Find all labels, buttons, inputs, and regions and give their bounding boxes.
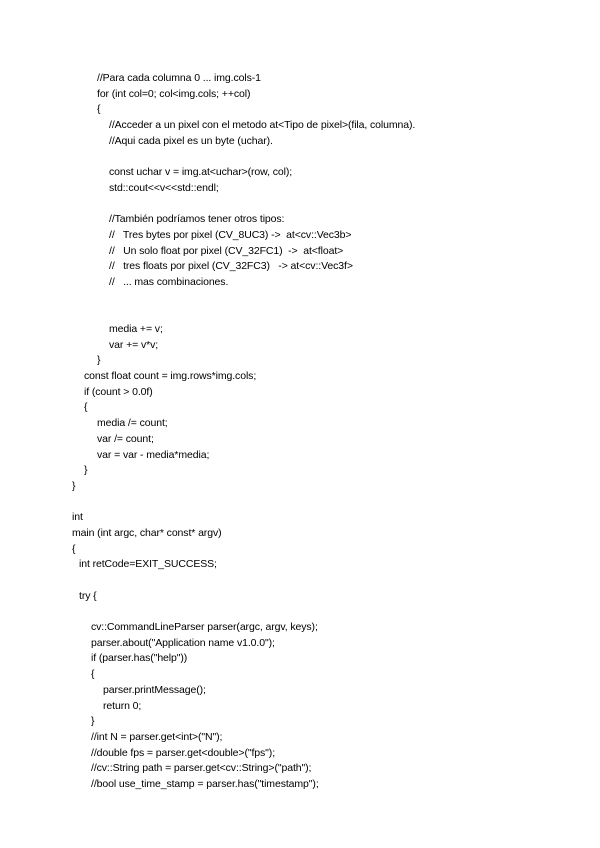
code-line: // ... mas combinaciones. bbox=[109, 275, 229, 288]
code-line: var += v*v; bbox=[109, 338, 159, 351]
code-line: // Un solo float por pixel (CV_32FC1) -> at<float> bbox=[109, 244, 344, 257]
code-line: std::cout<<v<<std::endl; bbox=[109, 181, 219, 194]
code-line: main (int argc, char* const* argv) bbox=[72, 526, 222, 539]
code-listing bbox=[0, 71, 600, 793]
code-line: for (int col=0; col<img.cols; ++col) bbox=[97, 87, 251, 100]
code-line: var = var - media*media; bbox=[97, 448, 210, 461]
code-line: } bbox=[84, 464, 88, 477]
code-line: //También podríamos tener otros tipos: bbox=[109, 213, 285, 226]
code-line: cv::CommandLineParser parser(argc, argv, keys); bbox=[91, 621, 318, 634]
code-line: //Para cada columna 0 ... img.cols-1 bbox=[97, 72, 261, 84]
code-line bbox=[0, 604, 600, 620]
code-line bbox=[0, 149, 600, 165]
code-line bbox=[0, 306, 600, 322]
code-line: // tres floats por pixel (CV_32FC3) -> at<cv::Vec3f> bbox=[109, 260, 353, 273]
code-line: //Aqui cada pixel es un byte (uchar). bbox=[109, 134, 273, 147]
code-line: //double fps = parser.get<double>("fps"); bbox=[91, 746, 276, 759]
code-line: try { bbox=[79, 589, 97, 602]
code-line: if (count > 0.0f) bbox=[84, 385, 153, 398]
code-line bbox=[0, 291, 600, 307]
code-line: const float count = img.rows*img.cols; bbox=[84, 370, 257, 383]
code-line: //cv::String path = parser.get<cv::String>("path"); bbox=[91, 762, 312, 775]
code-line: } bbox=[97, 354, 101, 367]
code-line: int bbox=[72, 511, 83, 524]
code-line: if (parser.has("help")) bbox=[91, 652, 188, 665]
code-line: } bbox=[91, 715, 95, 728]
code-line: //int N = parser.get<int>("N"); bbox=[91, 730, 223, 743]
code-line: parser.printMessage(); bbox=[103, 683, 206, 696]
code-line: // Tres bytes por pixel (CV_8UC3) -> at<cv::Vec3b> bbox=[109, 228, 352, 241]
code-line bbox=[0, 495, 600, 511]
code-line: { bbox=[84, 401, 88, 414]
code-line: parser.about("Application name v1.0.0"); bbox=[91, 636, 275, 649]
code-line: return 0; bbox=[103, 699, 142, 712]
code-line: { bbox=[91, 668, 95, 681]
code-line: var /= count; bbox=[97, 432, 154, 445]
code-line: //bool use_time_stamp = parser.has("timestamp"); bbox=[91, 777, 319, 790]
code-line: const uchar v = img.at<uchar>(row, col); bbox=[109, 166, 293, 179]
code-line: media /= count; bbox=[97, 417, 168, 430]
code-line: { bbox=[97, 103, 101, 116]
code-line: //Acceder a un pixel con el metodo at<Tipo de pixel>(fila, columna). bbox=[109, 119, 416, 132]
code-line bbox=[0, 197, 600, 213]
code-line: } bbox=[72, 479, 76, 492]
code-line: int retCode=EXIT_SUCCESS; bbox=[79, 558, 217, 571]
code-line: media += v; bbox=[109, 323, 163, 335]
code-line bbox=[0, 573, 600, 589]
code-line: { bbox=[72, 542, 76, 555]
